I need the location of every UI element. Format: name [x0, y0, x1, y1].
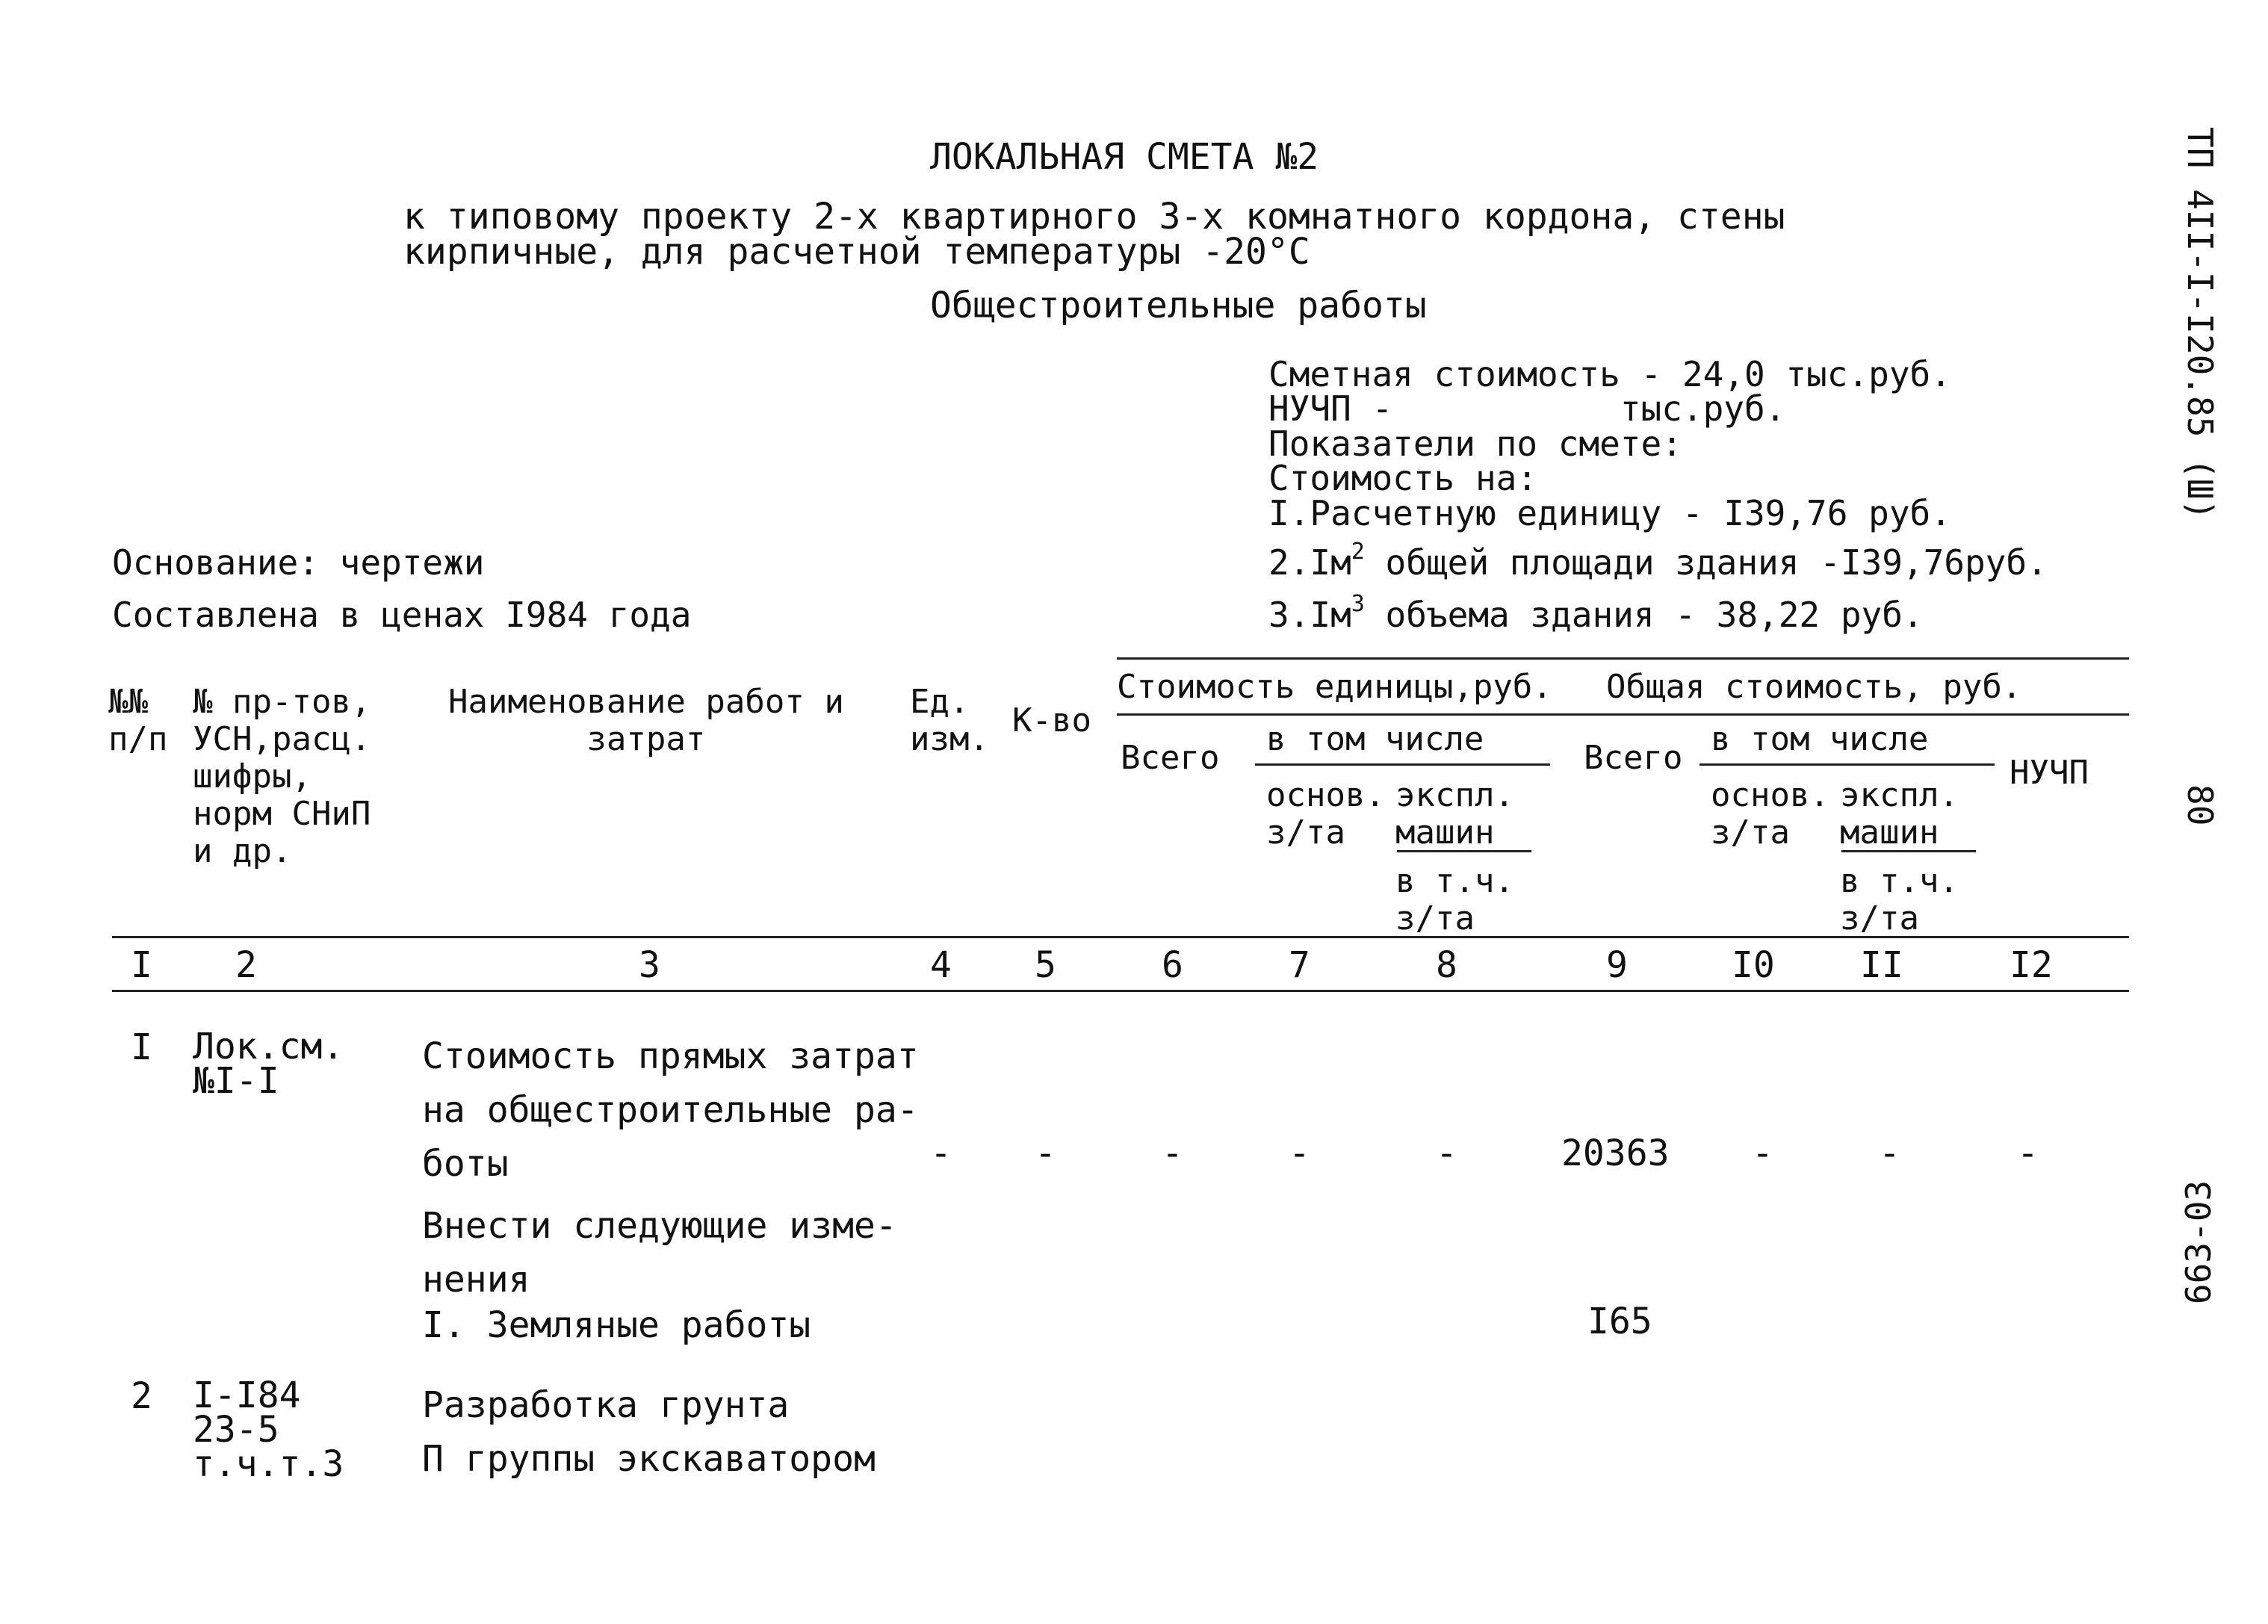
row-1-nuchp: -	[2017, 1132, 2039, 1174]
row-2-work-name: Разработка грунта П группы экскаватором	[422, 1384, 876, 1480]
cost-per-unit: I.Расчетную единицу - I39,76 руб.	[1268, 493, 1951, 533]
row-1-reference: Лок.см. №I-I	[193, 1026, 344, 1102]
header-total-incl-wage: в т.ч. з/та	[1840, 862, 1959, 937]
row-1-number: I	[131, 1026, 152, 1068]
row-1-grand-total: 20363	[1561, 1132, 1670, 1174]
header-reference: № пр-тов, УСН,расц. шифры, норм СНиП и др.	[193, 683, 371, 870]
column-number: 9	[1606, 944, 1628, 986]
sheet-code: 663-03	[2178, 1180, 2219, 1305]
cost-header-rule	[1117, 713, 2129, 716]
header-unit-incl: в том числе	[1266, 720, 1484, 758]
earthworks-total: I65	[1587, 1301, 1652, 1342]
column-number: II	[1860, 944, 1903, 986]
header-unit-basic-wage: основ. з/та	[1266, 776, 1385, 852]
header-quantity: К-во	[1012, 701, 1091, 740]
header-row-number: №№ п/п	[108, 683, 168, 758]
row-1-total-machines: -	[1879, 1132, 1900, 1174]
row-1-unit-machines: -	[1436, 1132, 1457, 1174]
estimated-cost: Сметная стоимость - 24,0 тыс.руб.	[1268, 354, 1951, 394]
earthworks-heading: I. Земляные работы	[422, 1304, 811, 1346]
cost-for-heading: Стоимость на:	[1268, 458, 1538, 498]
header-total-cost: Общая стоимость, руб.	[1606, 668, 2022, 706]
header-total-incl: в том числе	[1711, 720, 1929, 758]
indicators-heading: Показатели по смете:	[1268, 424, 1682, 464]
row-1-total-basic-wage: -	[1752, 1132, 1773, 1174]
row-1-unit-basic-wage: -	[1289, 1132, 1310, 1174]
nuchp-cost: НУЧП - тыс.руб.	[1268, 388, 1786, 429]
changes-note: Внести следующие изме- нения	[422, 1205, 897, 1301]
table-top-rule	[1117, 657, 2129, 660]
document-title: ЛОКАЛЬНАЯ СМЕТА №2	[930, 136, 1319, 178]
cost-per-m3: $3.Iм^3$ объема здания - 38,22 руб.	[1268, 591, 1924, 635]
cost-per-m2: $2.Iм^2$ общей площади здания -I39,76руб.	[1268, 539, 2048, 583]
column-number: 2	[235, 944, 257, 986]
column-number: 7	[1289, 944, 1310, 986]
header-grand-total: Всего	[1584, 739, 1683, 777]
header-unit-cost: Стоимость единицы,руб.	[1117, 668, 1552, 706]
header-total-machines: экспл. машин	[1840, 776, 1959, 852]
column-number: I0	[1732, 944, 1775, 986]
column-number: 5	[1035, 944, 1056, 986]
column-number: 3	[639, 944, 660, 986]
header-unit-machines: экспл. машин	[1395, 776, 1514, 852]
column-number: 6	[1162, 944, 1183, 986]
row-2-reference: I-I84 23-5 т.ч.т.3	[193, 1374, 344, 1485]
column-number: 8	[1436, 944, 1457, 986]
header-unit: Ед. изм.	[910, 683, 989, 758]
header-unit-total: Всего	[1121, 739, 1220, 777]
header-nuchp: НУЧП	[2010, 754, 2089, 792]
column-number: I2	[2010, 944, 2053, 986]
header-bottom-rule	[112, 936, 2129, 938]
subtitle-line-2: кирпичные, для расчетной температуры -20°С	[403, 231, 1310, 273]
column-numbers-rule	[112, 990, 2129, 992]
section-title: Общестроительные работы	[930, 285, 1427, 326]
basis-text: Основание: чертежи	[112, 542, 485, 583]
header-total-basic-wage: основ. з/та	[1711, 776, 1829, 852]
page-number: 80	[2180, 784, 2220, 826]
row-1-work-name: Стоимость прямых затрат на общестроительные ра- боты	[422, 1035, 919, 1185]
total-incl-rule	[1700, 763, 1995, 766]
header-unit-incl-wage: в т.ч. з/та	[1395, 862, 1514, 937]
row-2-number: 2	[131, 1375, 152, 1417]
subtitle-line-1: к типовому проекту 2-х квартирного 3-х комнатного кордона, стены	[403, 196, 1785, 238]
row-1-unit-total: -	[1162, 1132, 1183, 1174]
header-work-name: Наименование работ и затрат	[448, 683, 844, 758]
row-1-unit: -	[930, 1132, 952, 1174]
unit-incl-rule	[1255, 763, 1550, 766]
row-1-quantity: -	[1035, 1132, 1056, 1174]
project-code: ТП 4II-I-I20.85 (Ш)	[2180, 127, 2220, 521]
column-number: I	[131, 944, 152, 986]
prices-text: Составлена в ценах I984 года	[112, 595, 692, 635]
column-number: 4	[930, 944, 952, 986]
